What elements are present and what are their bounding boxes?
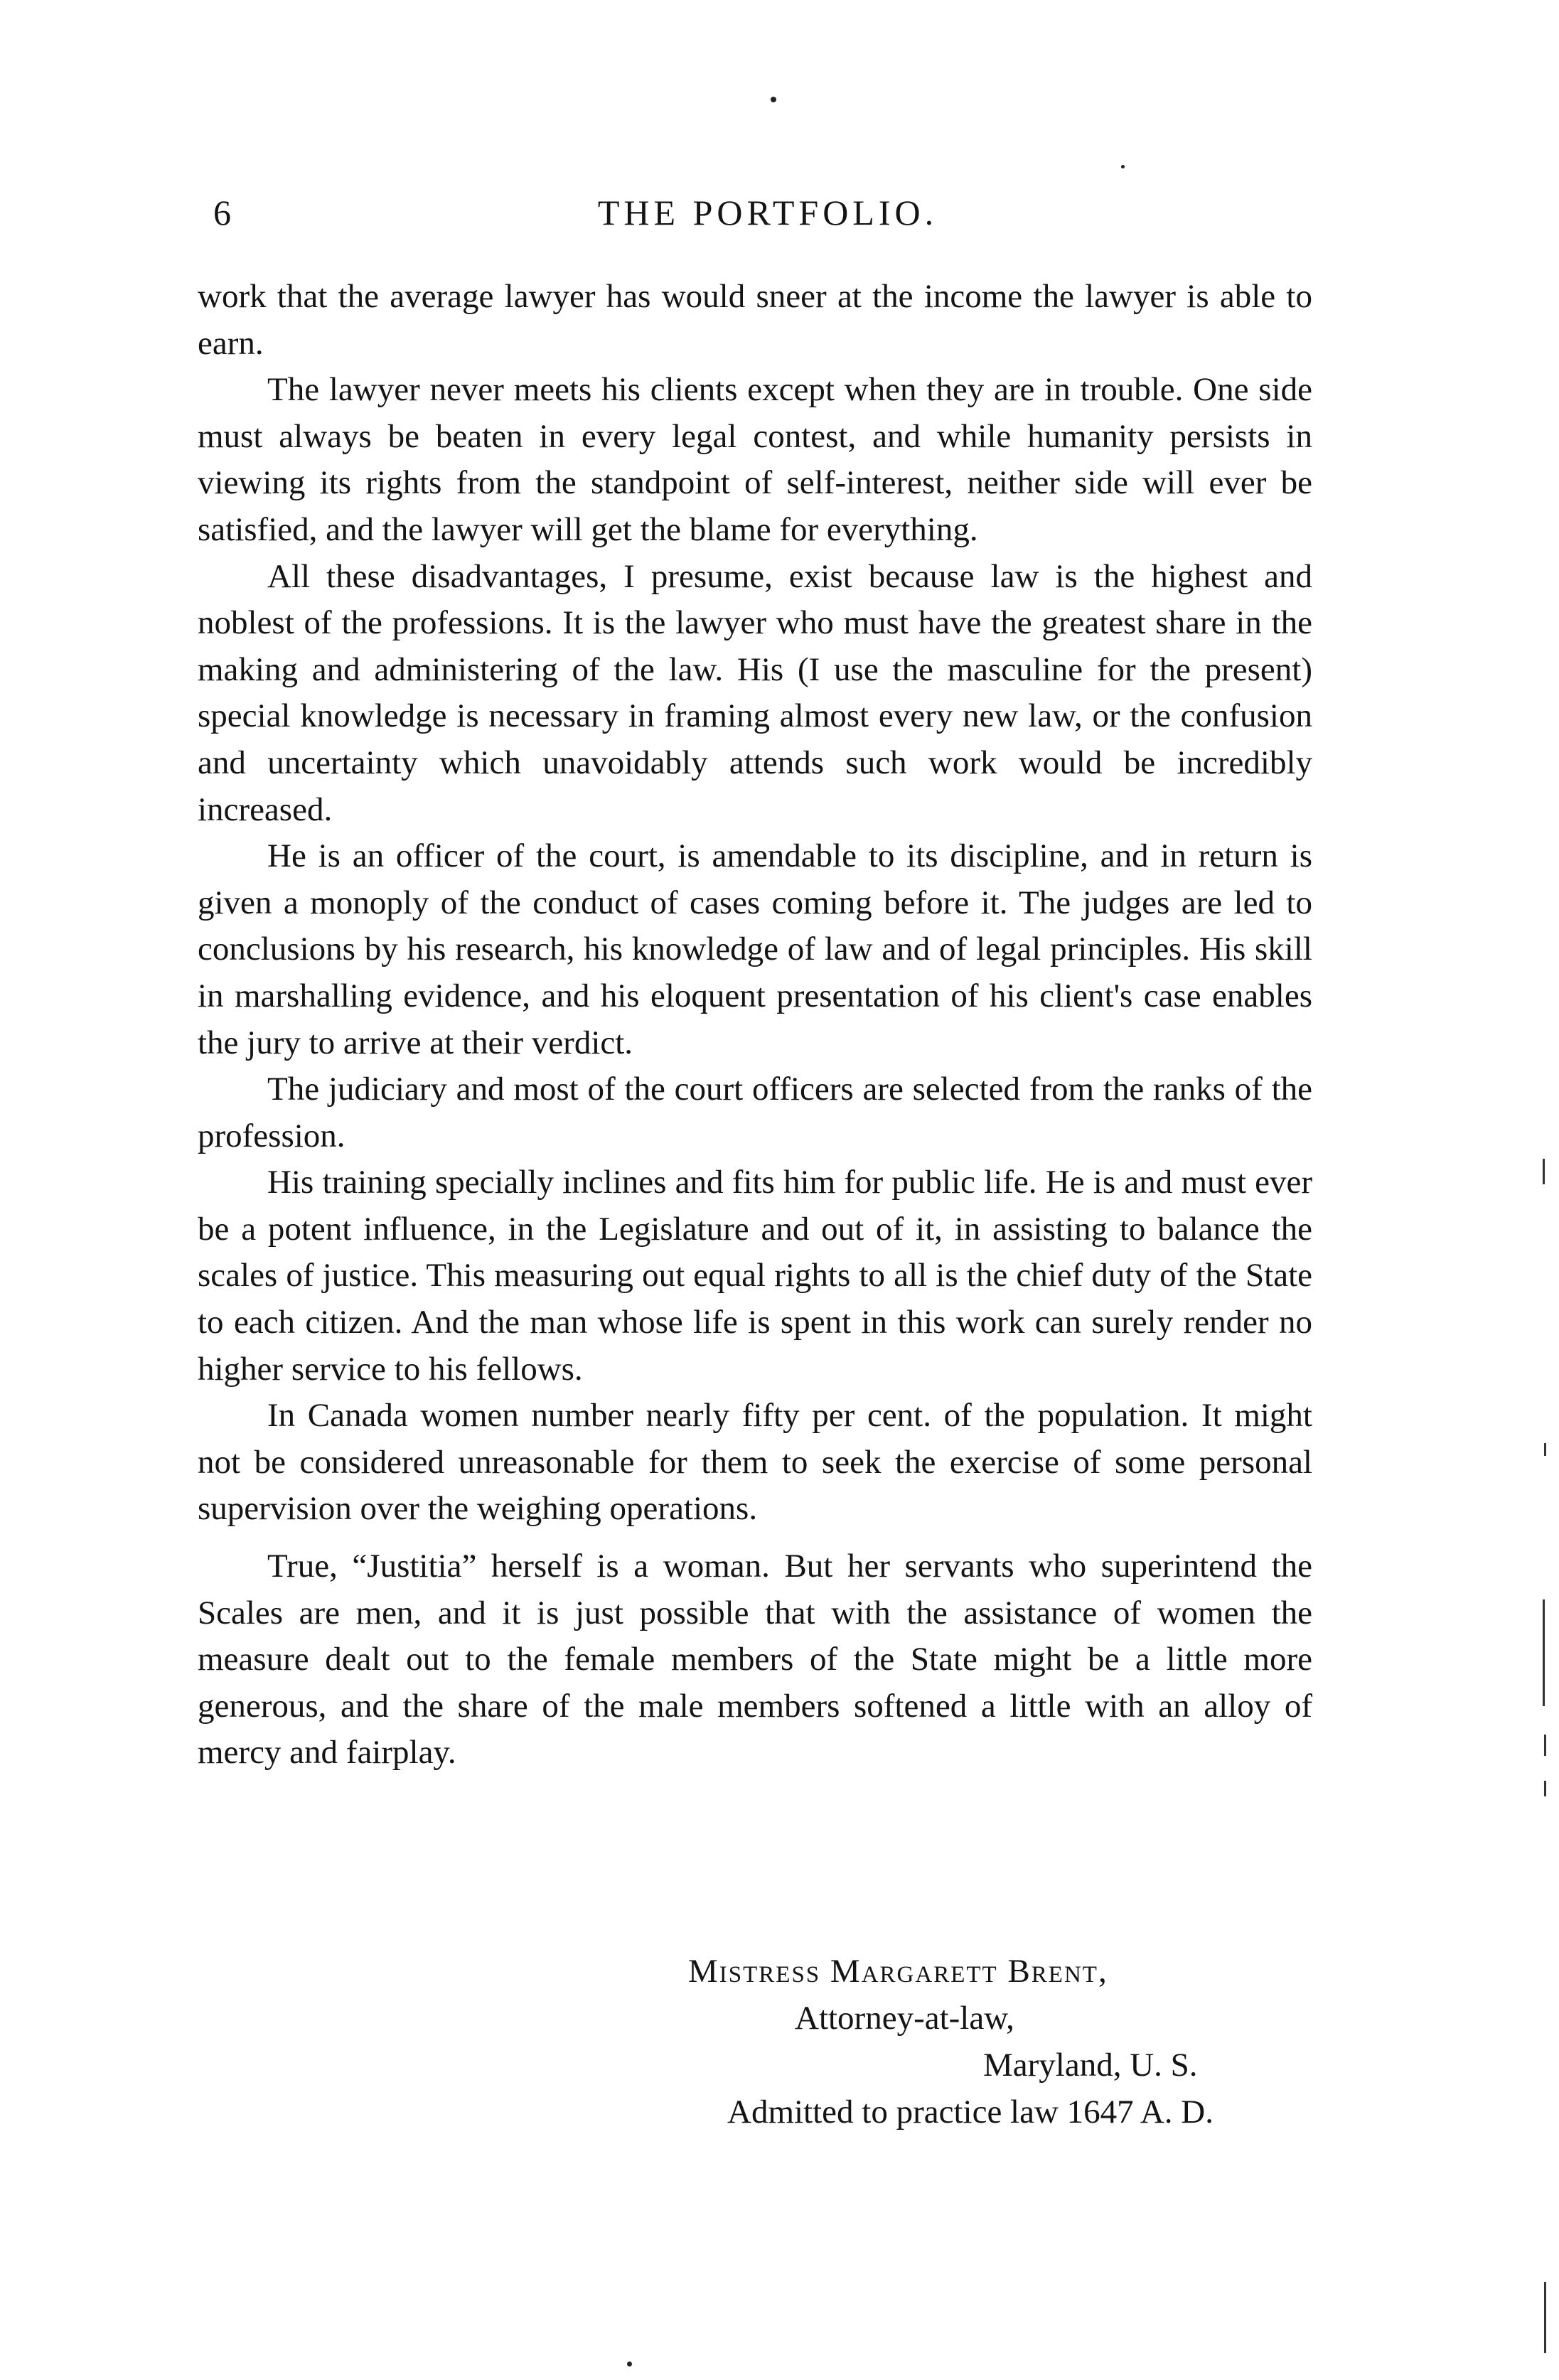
scan-edge-mark (1544, 1781, 1546, 1796)
paragraph: work that the average lawyer has would sneer at the income the lawyer is able to earn. (198, 278, 1312, 362)
paragraph: The lawyer never meets his clients except when they are in trouble. One side must always be beaten in every legal contest, and while humanity persists in viewing its rights from the standpoint of self-interest, neither side will ever be satisfied, and the lawyer will get the blame for everything. (198, 371, 1312, 548)
signature-name: Mistress Margarett Brent, (688, 1953, 1108, 1990)
paragraph: In Canada women number nearly fifty per cent. of the population. It might not be considered unreasonable for them to seek the exercise of some personal supervision over the weighing operations. (198, 1397, 1312, 1528)
scan-edge-mark (1544, 1735, 1546, 1756)
paragraph: The judiciary and most of the court officers are selected from the ranks of the profession. (198, 1071, 1312, 1154)
scan-edge-mark (1544, 1443, 1546, 1456)
signature-title: Attorney-at-law, (795, 2000, 1014, 2037)
scan-speck-bottom (627, 2362, 632, 2366)
article-body (198, 274, 1312, 1776)
paragraph: All these disadvantages, I presume, exist because law is the highest and noblest of the professions. It is the lawyer who must have the greatest share in the making and administering of the law. His (I use the masculine for the present) special knowledge is necessary in framing almost every new law, or the confusion and uncertainty which unavoidably attends such work would be incredibly increased. (198, 557, 1312, 828)
scan-speck-top (771, 97, 776, 102)
paragraph: His training specially inclines and fits him for public life. He is and must ever be a potent influence, in the Legislature and out of it, in assisting to balance the scales of justice. This measuring out equal rights to all is the chief duty of the State to each citizen. And the man whose life is spent in this work can surely render no higher service to his fellows. (198, 1164, 1312, 1388)
paragraph: True, “Justitia” herself is a woman. But her servants who superintend the Scales are men, and it is just possible that with the assistance of women the measure dealt out to the female members of the State might be a little more generous, and the share of the male members softened a little with an alloy of mercy and fairplay. (198, 1548, 1312, 1771)
page-header (213, 192, 1322, 249)
signature-place: Maryland, U. S. (983, 2047, 1198, 2084)
paragraph: He is an officer of the court, is amendable to its discipline, and in return is given a monoply of the conduct of cases coming before it. The judges are led to conclusions by his research, his knowledge of law and of legal principles. His skill in marshalling evidence, and his eloquent presentation of his client's case enables the jury to arrive at their verdict. (198, 837, 1312, 1061)
signature-block (198, 1948, 1312, 2135)
page-number: 6 (213, 193, 231, 232)
scan-speck-upper-right (1121, 165, 1125, 168)
scan-edge-mark (1543, 1159, 1545, 1184)
scan-edge-mark (1544, 2282, 1546, 2353)
signature-note: Admitted to practice law 1647 A. D. (727, 2094, 1214, 2130)
running-title: THE PORTFOLIO. (597, 193, 938, 232)
scan-edge-mark (1543, 1599, 1545, 1706)
